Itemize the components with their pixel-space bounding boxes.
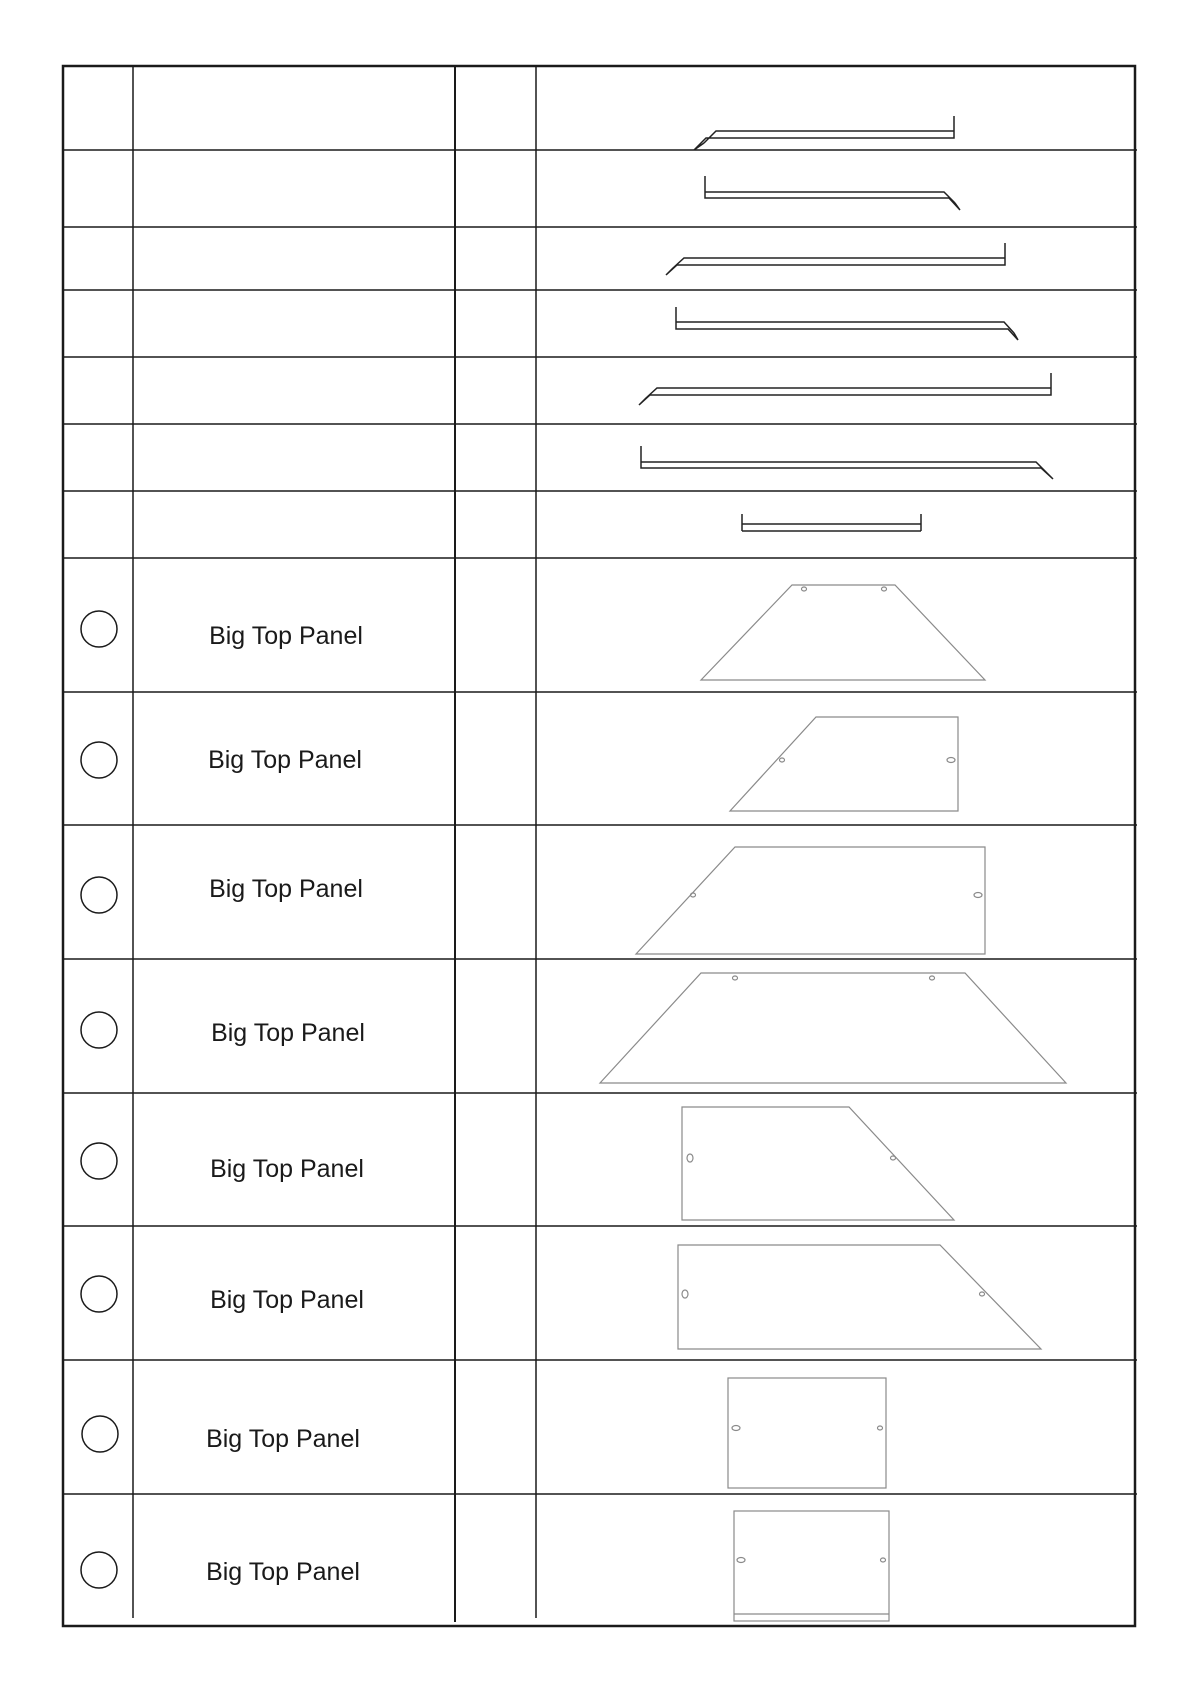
- check-circle-icon[interactable]: [81, 1012, 117, 1048]
- part-labels: [206, 622, 365, 1586]
- part-label: Big Top Panel: [209, 622, 363, 650]
- rod-left-bent-icon: [639, 373, 1051, 405]
- rod-straight-icon: [742, 514, 921, 531]
- check-circle-icon[interactable]: [81, 1276, 117, 1312]
- check-circles: [81, 611, 118, 1588]
- part-label: Big Top Panel: [210, 1155, 364, 1183]
- rectangle-panel-icon: [728, 1378, 886, 1488]
- right-slant-panel-icon: [678, 1245, 1041, 1349]
- check-circle-icon[interactable]: [81, 877, 117, 913]
- part-label: Big Top Panel: [206, 1425, 360, 1453]
- part-label: Big Top Panel: [209, 875, 363, 903]
- rod-right-bent-icon: [676, 307, 1018, 340]
- parts-table-grid: [63, 66, 1137, 1626]
- rod-drawings: [639, 116, 1053, 531]
- check-circle-icon[interactable]: [81, 1552, 117, 1588]
- table-outer-border: [63, 66, 1135, 1626]
- rectangle-panel-icon: [734, 1511, 889, 1621]
- rod-left-bent-icon: [666, 243, 1005, 275]
- left-slant-panel-icon: [636, 847, 985, 954]
- rod-right-bent-icon: [705, 176, 960, 210]
- part-label: Big Top Panel: [208, 746, 362, 774]
- check-circle-icon[interactable]: [81, 611, 117, 647]
- left-slant-panel-icon: [730, 717, 958, 811]
- trapezoid-panel-icon: [701, 585, 985, 680]
- rod-left-bent-icon: [694, 116, 954, 150]
- rod-right-bent-icon: [641, 446, 1053, 479]
- right-slant-panel-icon: [682, 1107, 954, 1220]
- check-circle-icon[interactable]: [81, 742, 117, 778]
- trapezoid-panel-icon: [600, 973, 1066, 1083]
- panel-drawings: [600, 585, 1066, 1621]
- check-circle-icon[interactable]: [81, 1143, 117, 1179]
- part-label: Big Top Panel: [210, 1286, 364, 1314]
- check-circle-icon[interactable]: [82, 1416, 118, 1452]
- part-label: Big Top Panel: [206, 1558, 360, 1586]
- part-label: Big Top Panel: [211, 1019, 365, 1047]
